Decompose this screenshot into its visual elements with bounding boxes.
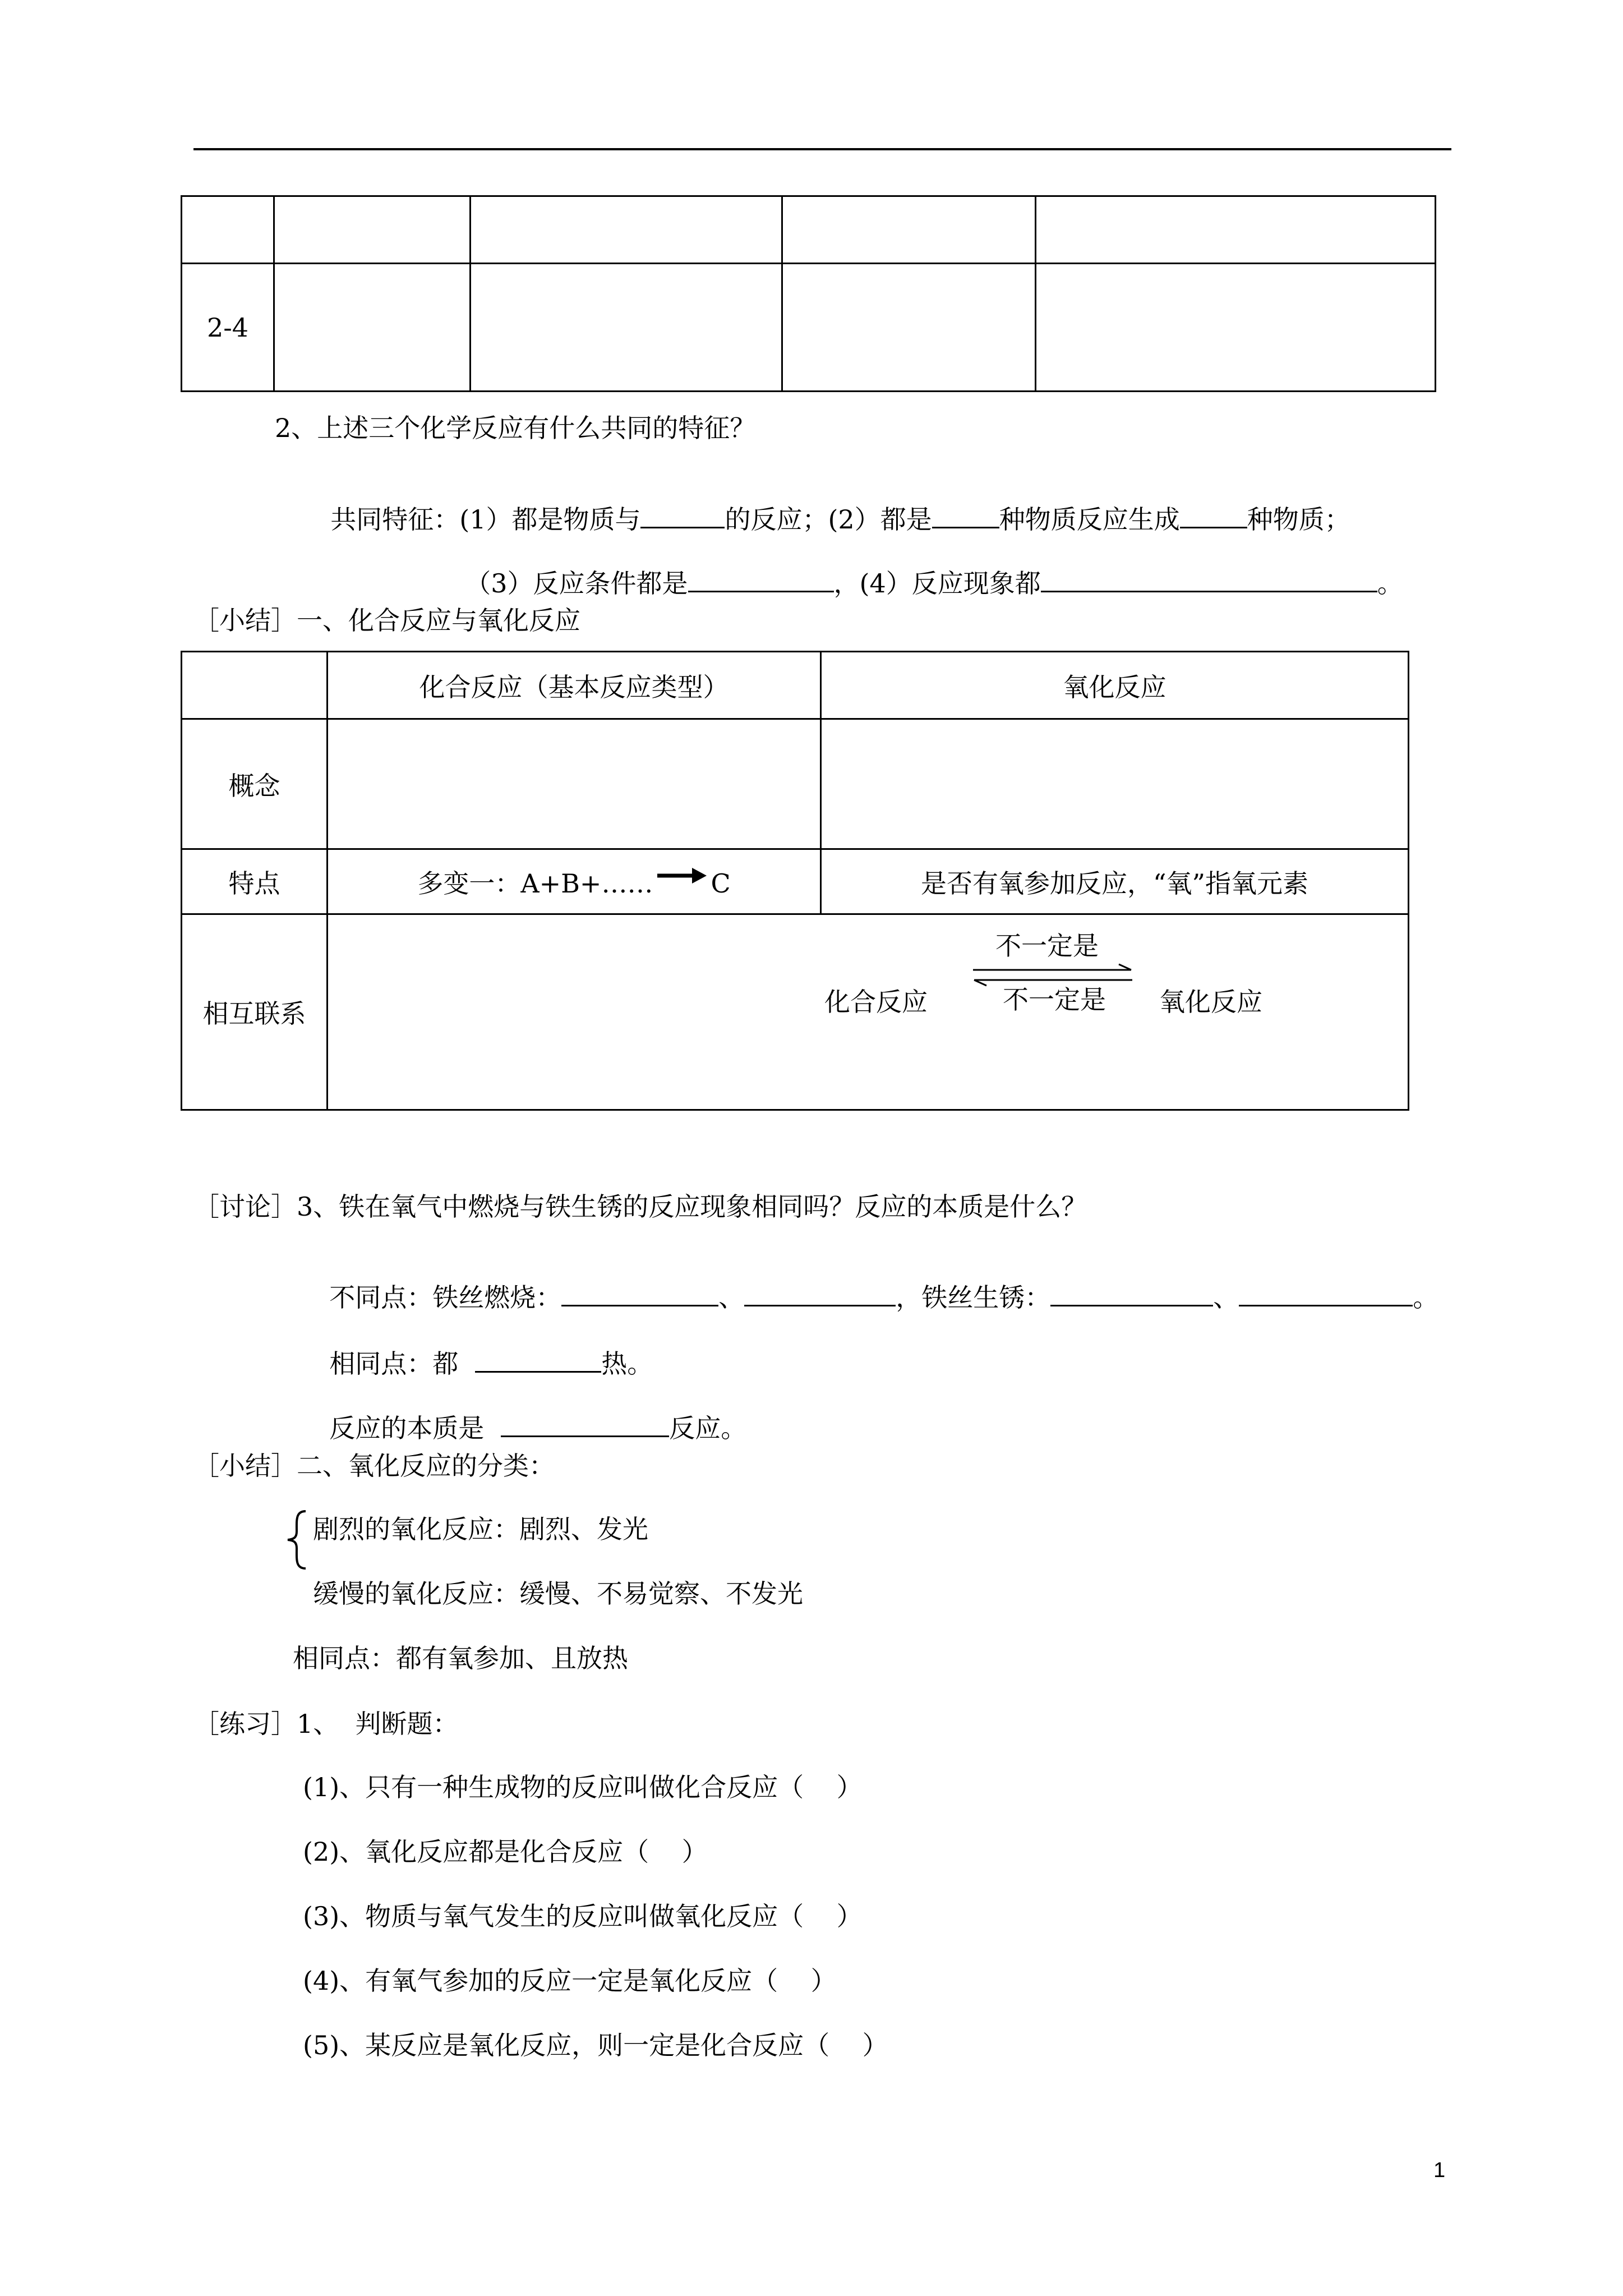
text: C	[711, 868, 731, 899]
discussion-differences	[313, 1257, 1439, 1313]
page-number: 1	[1433, 2159, 1446, 2182]
text: 。	[1413, 1282, 1439, 1313]
text: 热。	[601, 1349, 653, 1379]
text: 反应的本质是	[329, 1413, 485, 1443]
table-cell	[274, 196, 471, 264]
table-cell	[274, 264, 471, 392]
table-cell	[782, 264, 1036, 392]
header-rule	[193, 148, 1451, 150]
blank	[475, 1349, 601, 1373]
summary-2-similarity: 相同点：都有氧参加、且放热	[293, 1643, 628, 1673]
comparison-table	[181, 651, 1409, 1111]
text: 多变一：A+B+……	[417, 868, 653, 899]
table-row	[182, 652, 1409, 719]
blank	[561, 1282, 718, 1306]
practice-q3: (3)、物质与氧气发生的反应叫做氧化反应（ ）	[303, 1901, 863, 1931]
table-row	[182, 914, 1409, 1110]
practice-q1: (1)、只有一种生成物的反应叫做化合反应（ ）	[303, 1772, 863, 1802]
practice-q2: (2)、氧化反应都是化合反应（ ）	[303, 1837, 708, 1867]
text: 相同点：都	[329, 1349, 459, 1379]
table-cell	[471, 196, 782, 264]
row-label-feature: 特点	[182, 849, 328, 914]
text: ，铁丝生锈：	[896, 1282, 1051, 1313]
text: 、	[718, 1282, 745, 1313]
blank	[744, 1282, 896, 1306]
header-combination: 化合反应（基本反应类型）	[328, 652, 821, 719]
text: 。	[1377, 568, 1403, 599]
summary-1-title: ［小结］一、化合反应与氧化反应	[193, 605, 580, 636]
text: 种物质；	[1247, 504, 1350, 535]
blank	[640, 504, 725, 528]
practice-title: ［练习］1、 判断题：	[193, 1709, 459, 1739]
discussion-title: ［讨论］3、铁在氧气中燃烧与铁生锈的反应现象相同吗？反应的本质是什么？	[193, 1191, 1087, 1222]
relation-top-label: 不一定是	[995, 931, 1099, 961]
text: 反应。	[669, 1413, 747, 1443]
discussion-similarity	[313, 1323, 653, 1377]
table-row	[182, 719, 1409, 849]
table-row	[182, 264, 1436, 392]
text: ，(4）反应现象都	[833, 568, 1041, 599]
blank	[932, 504, 999, 528]
table-cell	[182, 196, 274, 264]
table-cell	[471, 264, 782, 392]
relation-cell	[328, 914, 1409, 1110]
table-cell	[782, 196, 1036, 264]
relation-left: 化合反应	[824, 987, 928, 1017]
practice-q5: (5)、某反应是氧化反应，则一定是化合反应（ ）	[303, 2030, 888, 2060]
blank	[1239, 1282, 1413, 1306]
blank	[1180, 504, 1247, 528]
blank	[1041, 568, 1377, 592]
question-2: 2、上述三个化学反应有什么共同的特征？	[275, 413, 756, 443]
text: 的反应；(2）都是	[725, 504, 932, 535]
table-cell	[1036, 196, 1436, 264]
row-label: 2-4	[182, 264, 274, 392]
blank	[688, 568, 834, 592]
practice-q4: (4)、有氧气参加的反应一定是氧化反应（ ）	[303, 1966, 837, 1996]
discussion-essence	[313, 1387, 746, 1441]
table-row	[182, 196, 1436, 264]
text: （3）反应条件都是	[465, 568, 688, 599]
brace-icon	[283, 1509, 311, 1571]
row-label-concept: 概念	[182, 719, 328, 849]
summary-2-item-2: 缓慢的氧化反应：缓慢、不易觉察、不发光	[313, 1579, 803, 1609]
feature-oxidation: 是否有氧参加反应，“氧”指氧元素	[821, 849, 1409, 914]
summary-2-item-1: 剧烈的氧化反应：剧烈、发光	[313, 1514, 648, 1544]
row-label-relation: 相互联系	[182, 914, 328, 1110]
relation-right: 氧化反应	[1159, 987, 1262, 1017]
table-cell	[182, 652, 328, 719]
common-features-line1	[314, 478, 1350, 535]
header-oxidation: 氧化反应	[821, 652, 1409, 719]
arrow-right-icon	[655, 864, 708, 887]
common-features-line2	[449, 542, 1403, 599]
text: 种物质反应生成	[999, 504, 1180, 535]
feature-combination	[328, 849, 821, 914]
table-row	[182, 849, 1409, 914]
table-cell	[328, 719, 821, 849]
relation-bottom-label: 不一定是	[1003, 984, 1106, 1015]
table-cell	[1036, 264, 1436, 392]
blank	[501, 1413, 669, 1437]
blank	[1050, 1282, 1213, 1306]
text: 不同点：铁丝燃烧：	[329, 1282, 562, 1313]
reaction-table-continued	[181, 195, 1436, 392]
text: 共同特征：(1）都是物质与	[330, 504, 641, 535]
table-cell	[821, 719, 1409, 849]
text: 、	[1213, 1282, 1239, 1313]
summary-2-title: ［小结］二、氧化反应的分类：	[193, 1451, 555, 1481]
